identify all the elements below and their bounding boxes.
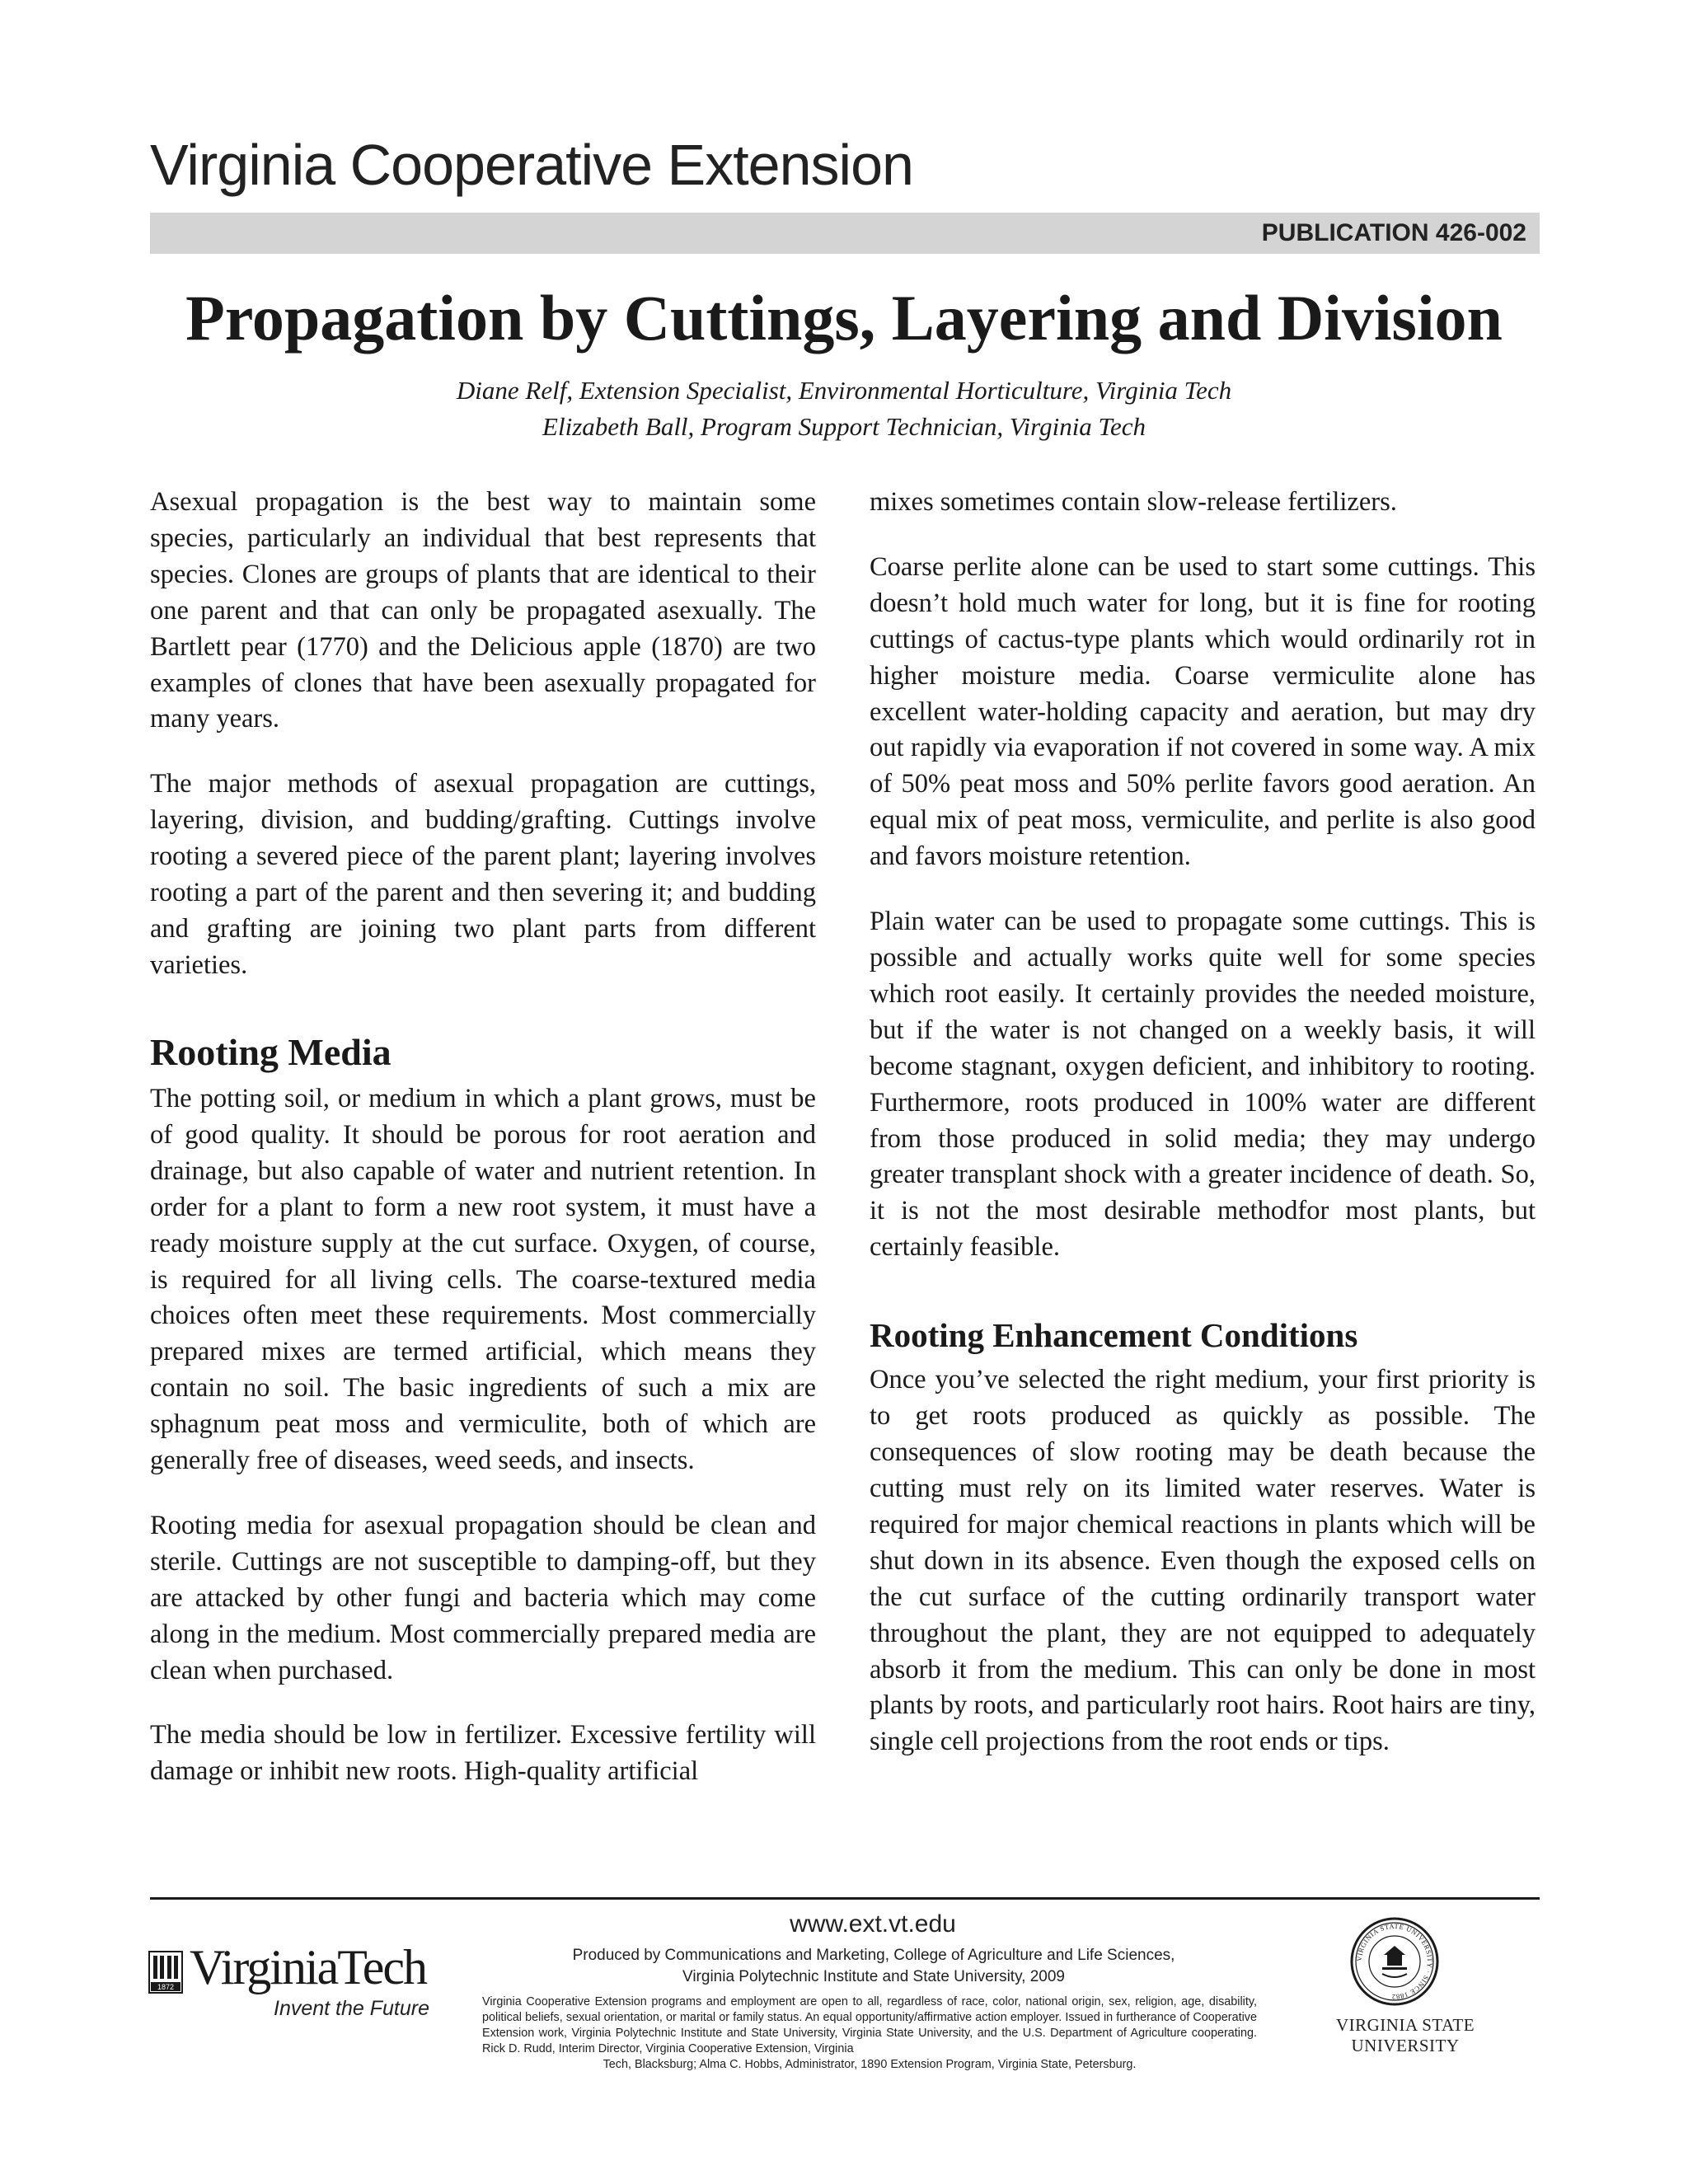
- footer-divider: [150, 1897, 1540, 1900]
- production-credit: [486, 1945, 1261, 1988]
- paragraph: Plain water can be used to propagate some cuttings. This is possible and actually works quite well for some species which root easily. It certainly provides the needed moisture, but if the water is not changed on a weekly basis, it will become stagnant, oxygen deficient, and inhibitory to rooting. Furthermore, roots produced in 100% water are different from those produced in solid media; they may undergo greater transplant shock with a greater incidence of death. So, it is not the most desirable methodfor most plants, but certainly feasible.: [870, 907, 1536, 1263]
- legal-text: Virginia Cooperative Extension programs and employment are open to all, regardless of race, color, national origin, sex, religion, age, disability, political beliefs, sexual orientation, or marital or family status. An equal opportunity/affirmative action employer. Issued in furtherance of Cooperative Extension work, Virginia Polytechnic Institute and State University, Virginia State University, and the U.S. Department of Agriculture cooperating. Rick D. Rudd, Interim Director, Virginia Cooperative Extension, Virginia: [482, 1995, 1257, 2055]
- author-list: [0, 373, 1688, 445]
- paragraph: The media should be low in fertilizer. Excessive fertility will damage or inhibit new roots. High-quality artificial: [150, 1720, 816, 1787]
- virginia-tech-logo: [148, 1941, 462, 2032]
- paragraph: Coarse perlite alone can be used to start some cuttings. This doesn’t hold much water for long, but it is fine for rooting cuttings of cactus-type plants which would ordinarily rot in higher moisture media. Coarse vermiculite alone has excellent water-holding capacity and aeration, but may dry out rapidly via evaporation if not covered in some way. A mix of 50% peat moss and 50% perlite favors good aeration. An equal mix of peat moss, vermiculite, and perlite is also good and favors moisture retention.: [870, 551, 1536, 872]
- vsu-name: VIRGINIA STATE UNIVERSITY: [1335, 2015, 1475, 2055]
- footer-url-link[interactable]: www.ext.vt.edu: [790, 1910, 956, 1938]
- production-line: Produced by Communications and Marketing, College of Agriculture and Life Sciences,: [572, 1947, 1175, 1964]
- production-line: Virginia Polytechnic Institute and State University, 2009: [682, 1968, 1065, 1985]
- document-title: Propagation by Cuttings, Layering and Division: [185, 282, 1503, 354]
- vsu-seal-icon: [1349, 1916, 1440, 2007]
- publication-number: PUBLICATION 426-002: [1261, 219, 1526, 246]
- section-heading-rooting-media: Rooting Media: [150, 1030, 392, 1073]
- right-column: [870, 485, 1536, 1789]
- publication-bar: [150, 213, 1540, 254]
- legal-notice: [482, 1994, 1257, 2073]
- paragraph: The potting soil, or medium in which a plant grows, must be of good quality. It should be porous for root aeration and drainage, but also capable of water and nutrient retention. In order for a plant to form a new root system, it must have a ready moisture supply at the cut surface. Oxygen, of course, is required for all living cells. The coarse-textured media choices often meet these requirements. Most commercially prepared mixes are termed artificial, which means they contain no soil. The basic ingredients of such a mix are sphagnum peat moss and vermiculite, both of which are generally free of diseases, weed seeds, and insects.: [150, 1083, 816, 1476]
- section-heading-rooting-enhancement: Rooting Enhancement Conditions: [870, 1316, 1358, 1355]
- virginia-tech-emblem-icon: [148, 1951, 183, 1994]
- svg-text:VIRGINIA STATE UNIVERSITY · SI: VIRGINIA STATE UNIVERSITY · SINCE 1882: [1354, 1921, 1435, 2002]
- left-column: [150, 485, 816, 1819]
- author-line: Diane Relf, Extension Specialist, Environmental Horticulture, Virginia Tech: [456, 376, 1232, 405]
- paragraph: Once you’ve selected the right medium, your first priority is to get roots produced as quickly as possible. The consequences of slow rooting may be death because the cutting must rely on its limited water reserves. Water is required for major chemical reactions in plants which will be shut down in its absence. Even though the exposed cells on the cut surface of the cutting ordinarily transport water throughout the plant, they are not equipped to adequately absorb it from the medium. This can only be done in most plants by roots, and particularly root hairs. Root hairs are tiny, single cell projections from the root ends or tips.: [870, 1365, 1536, 1757]
- paragraph: The major methods of asexual propagation are cuttings, layering, division, and budding/grafting. Cuttings involve rooting a severed piece of the parent plant; layering involves rooting a part of the parent and then severing it; and budding and grafting are joining two plant parts from different varieties.: [150, 769, 816, 980]
- svg-text:1872: 1872: [157, 1983, 175, 1991]
- author-line: Elizabeth Ball, Program Support Technician, Virginia Tech: [542, 412, 1146, 441]
- virginia-tech-tagline: Invent the Future: [274, 1997, 430, 2020]
- org-title: Virginia Cooperative Extension: [150, 133, 913, 197]
- paragraph: Asexual propagation is the best way to maintain some species, particularly an individual that best represents that species. Clones are groups of plants that are identical to their one parent and that can only be propagated asexually. The Bartlett pear (1770) and the Delicious apple (1870) are two examples of clones that have been asexually propagated for many years.: [150, 487, 816, 734]
- virginia-tech-wordmark: VirginiaTech: [190, 1940, 426, 1994]
- paragraph: Rooting media for asexual propagation should be clean and sterile. Cuttings are not susceptible to damping-off, but they are attacked by other fungi and bacteria which may come along in the medium. Most commercially prepared media are clean when purchased.: [150, 1510, 816, 1685]
- paragraph: mixes sometimes contain slow-release fertilizers.: [870, 487, 1397, 517]
- legal-text-last: Tech, Blacksburg; Alma C. Hobbs, Administrator, 1890 Extension Program, Virginia State, Petersburg.: [603, 2058, 1137, 2071]
